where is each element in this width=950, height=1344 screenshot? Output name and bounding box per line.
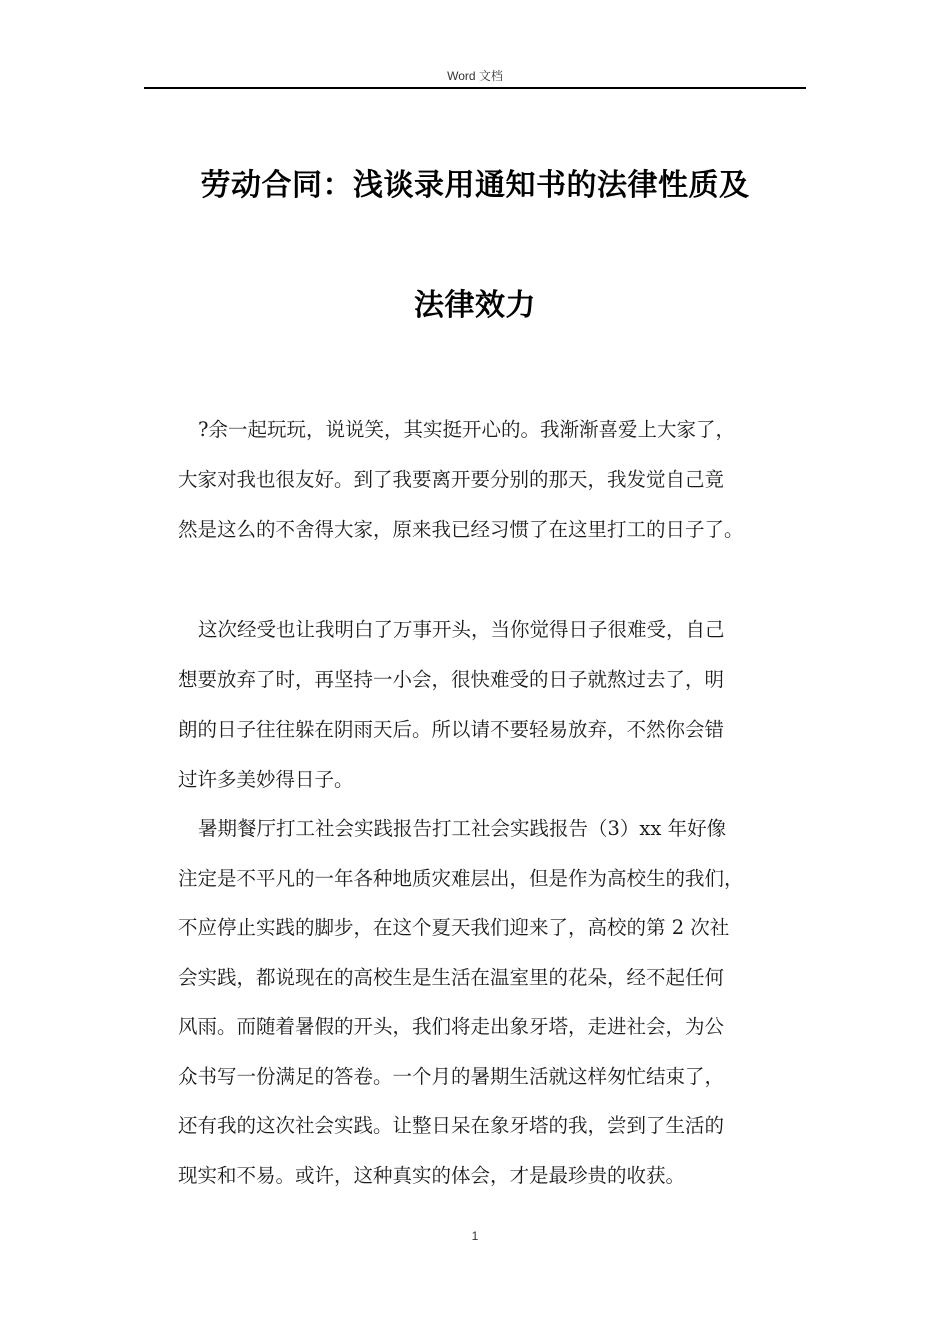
paragraph-1-line-3: 然是这么的不舍得大家，原来我已经习惯了在这里打工的日子了。 (178, 518, 744, 541)
paragraph-1-line-1: ?余一起玩玩，说说笑，其实挺开心的。我渐渐喜爱上大家了， (198, 418, 735, 441)
paragraph-3-line-7: 还有我的这次社会实践。让整日呆在象牙塔的我，尝到了生活的 (178, 1114, 725, 1137)
paragraph-3-line-3: 不应停止实践的脚步，在这个夏天我们迎来了，高校的第 2 次社 (178, 916, 730, 939)
paragraph-2-line-3: 朗的日子往往躲在阴雨天后。所以请不要轻易放弃，不然你会错 (178, 718, 725, 741)
paragraph-3-line-6: 众书写一份满足的答卷。一个月的暑期生活就这样匆忙结束了， (178, 1065, 725, 1088)
document-title-line-1: 劳动合同：浅谈录用通知书的法律性质及 (200, 168, 750, 203)
page-header-label: Word 文档 (447, 69, 503, 83)
paragraph-3-line-1: 暑期餐厅打工社会实践报告打工社会实践报告（3）xx 年好像 (198, 817, 727, 840)
header-divider (144, 87, 806, 89)
paragraph-3-line-5: 风雨。而随着暑假的开头，我们将走出象牙塔，走进社会，为公 (178, 1015, 725, 1038)
paragraph-3-line-4: 会实践，都说现在的高校生是生活在温室里的花朵，经不起任何 (178, 966, 725, 989)
paragraph-3-line-8: 现实和不易。或许，这种真实的体会，才是最珍贵的收获。 (178, 1164, 686, 1187)
paragraph-2-line-1: 这次经受也让我明白了万事开头，当你觉得日子很难受，自己 (198, 618, 725, 641)
document-title-line-2: 法律效力 (414, 288, 536, 323)
paragraph-3-line-2: 注定是不平凡的一年各种地质灾难层出，但是作为高校生的我们， (178, 867, 744, 890)
paragraph-2-line-4: 过许多美妙得日子。 (178, 768, 354, 791)
paragraph-1-line-2: 大家对我也很友好。到了我要离开要分别的那天，我发觉自己竟 (178, 468, 725, 491)
paragraph-2-line-2: 想要放弃了时，再坚持一小会，很快难受的日子就熬过去了，明 (178, 668, 725, 691)
page-number: 1 (471, 1229, 479, 1243)
